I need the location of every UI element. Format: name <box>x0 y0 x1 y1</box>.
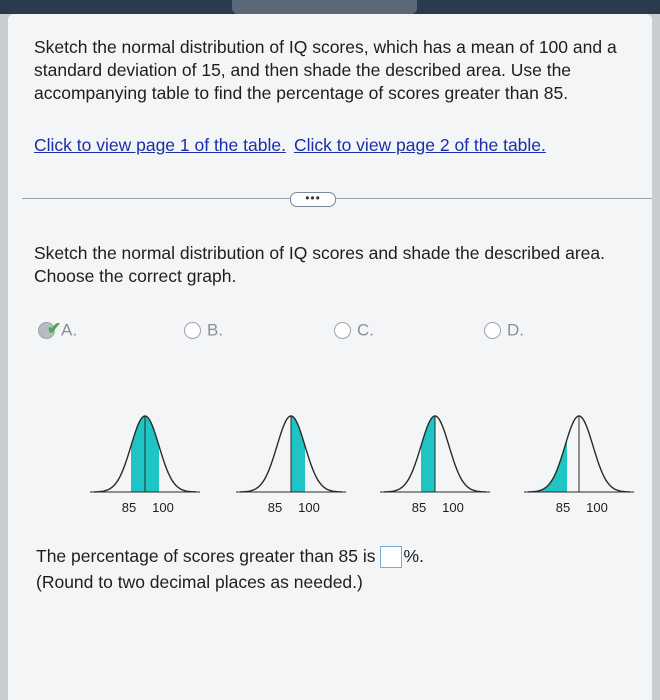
answer-prefix: The percentage of scores greater than 85 is <box>36 546 376 566</box>
graph-c-tick-85: 85 <box>411 500 427 515</box>
option-d[interactable] <box>484 320 524 342</box>
answer-line <box>36 544 424 568</box>
question-panel <box>8 14 652 700</box>
graph-a-tick-85: 85 <box>121 500 137 515</box>
instruction-text: Sketch the normal distribution of IQ scores and shade the described area. Choose the correct graph. <box>34 243 606 286</box>
expand-button[interactable]: ••• <box>290 192 336 207</box>
answer-input[interactable] <box>380 546 402 568</box>
radio-d[interactable] <box>484 322 501 339</box>
graph-c-shaded-area <box>421 416 435 492</box>
radio-c[interactable] <box>334 322 351 339</box>
graph-d-tick-85: 85 <box>555 500 571 515</box>
graph-b-shaded-area <box>291 416 305 492</box>
option-d-label: D. <box>507 320 524 340</box>
table-page-1-link[interactable]: Click to view page 1 of the table. <box>34 135 286 155</box>
answer-suffix: %. <box>403 546 424 566</box>
table-links <box>34 134 546 157</box>
option-a-label: A. <box>61 320 78 340</box>
graph-a <box>90 406 200 516</box>
graph-a-svg <box>90 406 200 516</box>
graph-b-svg <box>236 406 346 516</box>
rounding-note: (Round to two decimal places as needed.) <box>36 572 363 592</box>
graph-b-tick-85: 85 <box>267 500 283 515</box>
question-text: Sketch the normal distribution of IQ scores, which has a mean of 100 and a standard deviation of 15, and then shade the described area. Use the accompanying table to find the percentage of scores greater than 85. <box>34 37 617 103</box>
divider <box>22 198 652 199</box>
top-tab <box>232 0 417 14</box>
graph-d-shaded-area <box>538 439 567 492</box>
graph-c <box>380 406 490 516</box>
option-b-label: B. <box>207 320 224 340</box>
radio-a[interactable] <box>38 319 62 339</box>
graph-b-tick-100: 100 <box>298 500 320 515</box>
graph-a-tick-100: 100 <box>152 500 174 515</box>
top-bar <box>0 0 660 14</box>
graph-d-tick-100: 100 <box>586 500 608 515</box>
option-a[interactable] <box>38 320 77 342</box>
graph-d-svg <box>524 406 634 516</box>
graph-d <box>524 406 634 516</box>
option-c-label: C. <box>357 320 374 340</box>
check-icon: ✔ <box>47 319 62 339</box>
graph-c-tick-100: 100 <box>442 500 464 515</box>
option-c[interactable] <box>334 320 374 342</box>
table-page-2-link[interactable]: Click to view page 2 of the table. <box>293 135 546 155</box>
graph-c-svg <box>380 406 490 516</box>
option-b[interactable] <box>184 320 223 342</box>
radio-b[interactable] <box>184 322 201 339</box>
graph-b <box>236 406 346 516</box>
